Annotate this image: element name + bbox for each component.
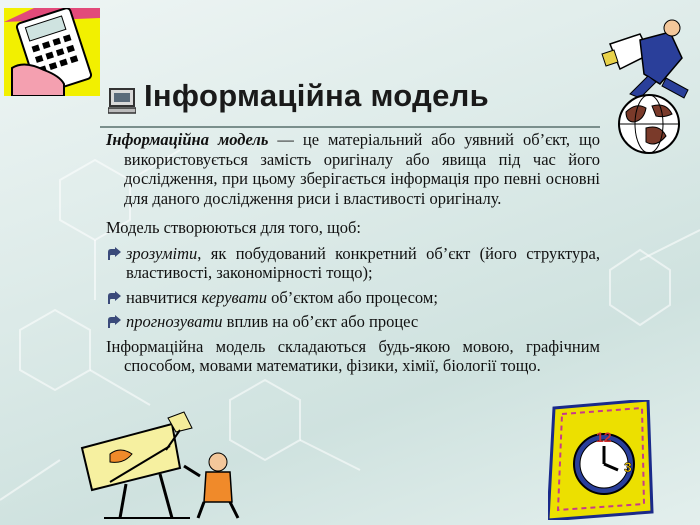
definition-term: Інформаційна модель xyxy=(106,130,269,149)
clock-clipart xyxy=(548,400,654,520)
bullet-emphasis: зрозуміти xyxy=(126,243,198,263)
arrow-bullet-icon xyxy=(106,313,122,329)
bullet-text: вплив на об’єкт або процес xyxy=(222,312,419,331)
globe-clipart xyxy=(616,92,682,156)
bullet-prefix: навчитися xyxy=(126,287,202,307)
computer-icon xyxy=(108,88,136,114)
title-bar xyxy=(100,78,600,128)
definition-text: — це матеріальний або уявний об’єкт, що використовується замість оригіналу або явища під час його дослідження, при цьому зберігається інформація про певні основні для даного дослідження риси і властивості оригіналу. xyxy=(124,130,600,208)
closing-paragraph: Інформаційна модель складаються будь-якою мовою, графічним способом, мовами математики, фізики, хімії, біології тощо. xyxy=(106,336,600,375)
clock-number-3: 3 xyxy=(624,459,632,475)
clock-number-12: 12 xyxy=(596,429,612,445)
bullet-emphasis: прогнозувати xyxy=(126,312,223,331)
drafting-desk-clipart xyxy=(80,410,250,520)
definition-paragraph xyxy=(106,130,600,208)
calculator-hand-clipart xyxy=(4,8,100,96)
running-man-clipart xyxy=(600,14,696,100)
bullet-text: , як побудований конкретний об’єкт (його структура, властивості, закономірності тощо); xyxy=(126,243,600,282)
list-item xyxy=(106,312,600,332)
arrow-bullet-icon xyxy=(106,289,122,305)
bullet-text: об’єктом або процесом; xyxy=(266,287,438,307)
slide-body xyxy=(106,130,600,376)
title-divider xyxy=(100,126,600,128)
arrow-bullet-icon xyxy=(106,245,122,261)
page-title: Інформаційна модель xyxy=(144,78,490,113)
list-item xyxy=(106,288,600,308)
list-item xyxy=(106,244,600,283)
bullet-emphasis: керувати xyxy=(201,287,267,307)
purpose-intro: Модель створюються для того, щоб: xyxy=(106,218,361,237)
